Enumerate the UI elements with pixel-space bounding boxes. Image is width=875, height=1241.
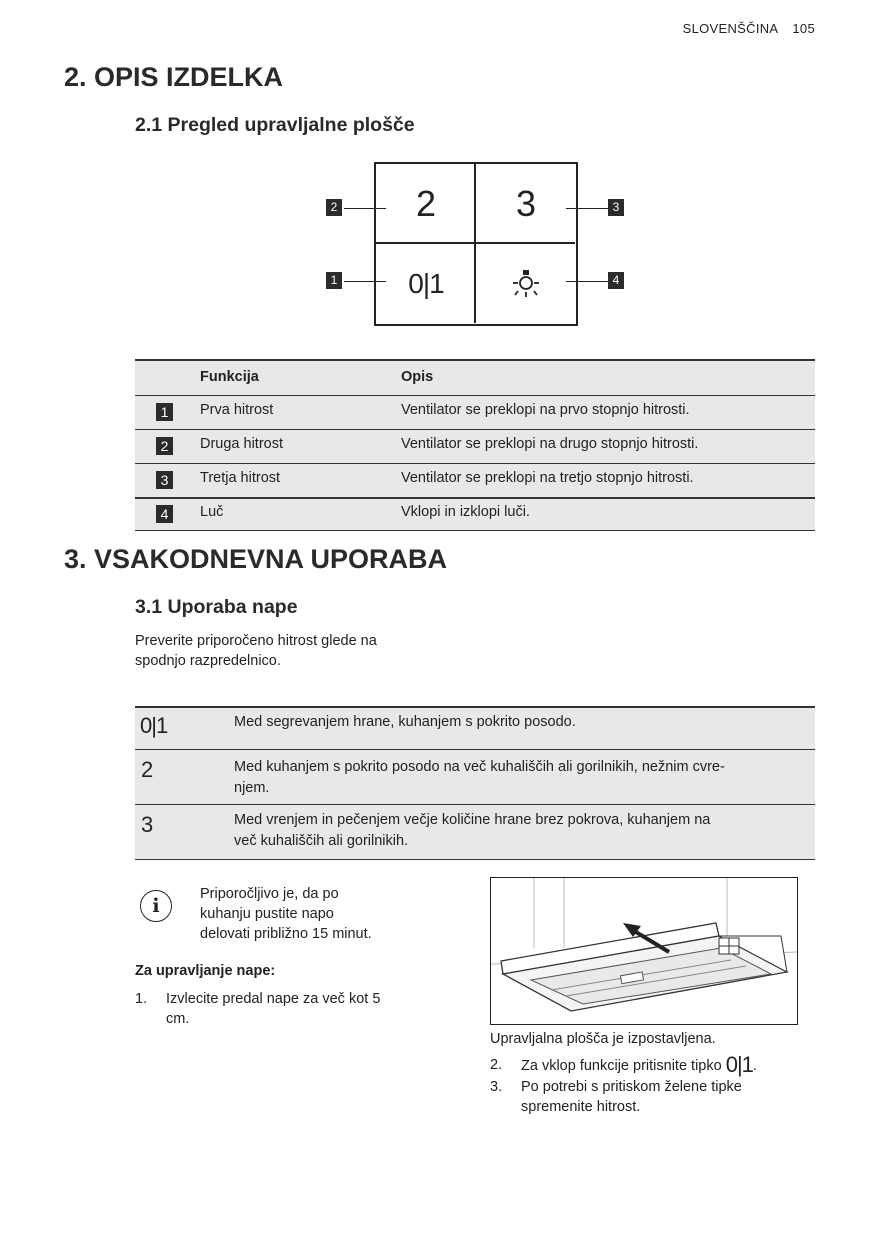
row-function: Luč (200, 504, 224, 520)
row-number-badge: 4 (156, 505, 173, 523)
callout-2: 2 (326, 199, 342, 216)
speed-symbol: 2 (141, 757, 154, 782)
subsection-title-pregled: 2.1 Pregled upravljalne plošče (135, 114, 415, 136)
table-row (135, 805, 815, 860)
subsection-title-uporaba-nape: 3.1 Uporaba nape (135, 596, 298, 618)
speed-symbol: 0|1 (140, 713, 168, 738)
callout-3-leader (566, 208, 608, 209)
table-row (135, 498, 815, 531)
callout-4: 4 (608, 272, 624, 289)
section-title-uporaba: 3. VSAKODNEVNA UPORABA (64, 544, 448, 574)
function-table (135, 359, 815, 531)
row-function: Tretja hitrost (200, 470, 281, 486)
panel-button-power: 0|1 (408, 268, 444, 299)
speed-description: Med vrenjem in pečenjem večje količine hrane brez pokrova, kuhanjem na več kuhališčih ali gorilnikih. (234, 812, 711, 849)
row-function: Prva hitrost (200, 402, 274, 418)
row-function: Druga hitrost (200, 436, 284, 452)
panel-divider-horizontal (375, 242, 575, 244)
header-language: SLOVENŠČINA (682, 21, 779, 36)
table-row (135, 430, 815, 464)
step-3: 3. Po potrebi s pritiskom želene tipke spremenite hitrost. (490, 1079, 742, 1115)
power-symbol: 0|1 (725, 1052, 753, 1077)
table-row (135, 396, 815, 430)
callout-2-leader (344, 208, 386, 209)
callout-1-leader (344, 281, 386, 282)
intro-text: Preverite priporočeno hitrost glede na spodnjo razpredelnico. (135, 633, 377, 669)
info-icon: i (140, 890, 172, 922)
section-title-opis: 2. OPIS IZDELKA (64, 62, 284, 92)
illustration-caption: Upravljalna plošča je izpostavljena. (490, 1031, 716, 1047)
page-number: 105 (792, 21, 815, 36)
callout-4-leader (566, 281, 608, 282)
row-description: Vklopi in izklopi luči. (401, 504, 530, 520)
column-header-description: Opis (401, 369, 434, 385)
info-note: Priporočljivo je, da po kuhanju pustite napo delovati približno 15 minut. (200, 886, 372, 942)
row-number-badge: 3 (156, 471, 173, 489)
step-1: 1. Izvlecite predal nape za več kot 5 cm. (135, 991, 381, 1027)
row-description: Ventilator se preklopi na tretjo stopnjo hitrosti. (401, 470, 694, 486)
column-header-function: Funkcija (200, 369, 259, 385)
light-icon (476, 244, 576, 324)
row-description: Ventilator se preklopi na prvo stopnjo hitrosti. (401, 402, 690, 418)
speed-symbol: 3 (141, 812, 154, 837)
hood-illustration (490, 877, 798, 1025)
panel-button-speed-3: 3 (515, 183, 537, 224)
callout-3: 3 (608, 199, 624, 216)
table-row (135, 464, 815, 499)
row-number-badge: 1 (156, 403, 173, 421)
speed-description: Med segrevanjem hrane, kuhanjem s pokrito posodo. (234, 714, 576, 730)
control-heading: Za upravljanje nape: (135, 963, 276, 979)
table-row (135, 708, 815, 750)
panel-button-speed-2: 2 (415, 183, 437, 224)
callout-1: 1 (326, 272, 342, 289)
table-header-row (135, 361, 815, 396)
speed-table (135, 706, 815, 860)
speed-description: Med kuhanjem s pokrito posodo na več kuhališčih ali gorilnikih, nežnim cvre- njem. (234, 759, 725, 796)
row-number-badge: 2 (156, 437, 173, 455)
row-description: Ventilator se preklopi na drugo stopnjo hitrosti. (401, 436, 699, 452)
control-panel-diagram (374, 162, 578, 326)
step-2: 2. Za vklop funkcije pritisnite tipko 0|1. (490, 1052, 757, 1077)
table-row (135, 750, 815, 805)
running-header (683, 21, 815, 36)
